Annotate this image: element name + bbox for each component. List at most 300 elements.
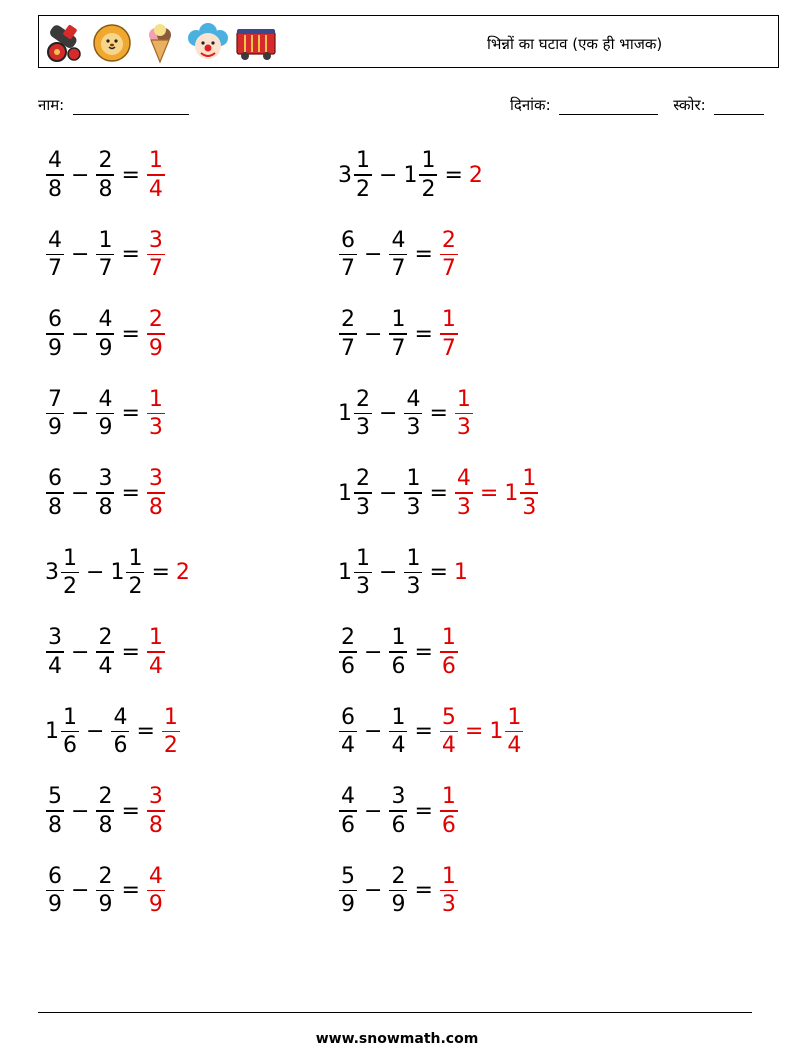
denominator: 9 bbox=[48, 335, 62, 361]
fraction bbox=[46, 624, 64, 680]
answer bbox=[146, 783, 166, 839]
answer-equals-sign: = bbox=[479, 480, 499, 506]
equals-sign: = bbox=[414, 321, 433, 347]
denominator: 3 bbox=[406, 574, 421, 600]
fraction bbox=[61, 704, 79, 760]
fraction bbox=[389, 624, 407, 680]
denominator: 6 bbox=[341, 653, 355, 679]
term bbox=[454, 386, 474, 442]
equals-sign: = bbox=[121, 480, 140, 506]
fraction bbox=[404, 545, 422, 601]
minus-sign: − bbox=[71, 878, 90, 903]
numerator: 1 bbox=[406, 545, 421, 571]
denominator: 6 bbox=[391, 812, 406, 838]
denominator: 3 bbox=[356, 415, 370, 441]
denominator: 3 bbox=[406, 494, 421, 520]
answer bbox=[439, 624, 459, 680]
denominator: 7 bbox=[98, 256, 113, 282]
fraction bbox=[147, 624, 165, 680]
term bbox=[504, 465, 539, 521]
term bbox=[439, 624, 459, 680]
answer bbox=[146, 863, 166, 919]
numerator: 5 bbox=[341, 863, 355, 889]
fraction bbox=[440, 704, 458, 760]
term bbox=[439, 783, 459, 839]
numerator: 1 bbox=[406, 466, 421, 492]
numerator: 2 bbox=[148, 307, 163, 333]
fraction bbox=[147, 386, 165, 442]
fraction bbox=[354, 147, 372, 203]
equals-sign: = bbox=[414, 719, 433, 744]
denominator: 6 bbox=[63, 733, 77, 759]
term bbox=[489, 704, 524, 760]
equals-sign: = bbox=[414, 242, 433, 267]
worksheet-title: भिन्नों का घटाव (एक ही भाजक) bbox=[487, 35, 663, 53]
denominator: 2 bbox=[356, 176, 370, 202]
numerator: 4 bbox=[113, 704, 128, 730]
equals-sign: = bbox=[429, 480, 448, 506]
term bbox=[146, 783, 166, 839]
answer bbox=[439, 306, 459, 362]
term bbox=[95, 386, 115, 442]
answer bbox=[146, 624, 166, 680]
numerator: 1 bbox=[391, 625, 406, 651]
fraction bbox=[96, 306, 114, 362]
numerator: 4 bbox=[98, 307, 113, 333]
name-label: नाम: bbox=[38, 96, 65, 114]
fraction bbox=[419, 147, 437, 203]
fraction bbox=[389, 306, 407, 362]
problem-16 bbox=[338, 697, 524, 767]
denominator: 8 bbox=[98, 494, 113, 520]
denominator: 8 bbox=[98, 176, 113, 202]
fraction bbox=[111, 704, 129, 760]
answer bbox=[146, 386, 166, 442]
fraction bbox=[46, 227, 64, 283]
minus-sign: − bbox=[379, 162, 398, 188]
numerator: 3 bbox=[148, 227, 163, 253]
denominator: 7 bbox=[148, 256, 163, 282]
numerator: 4 bbox=[456, 466, 471, 492]
numerator: 2 bbox=[341, 625, 355, 651]
term bbox=[403, 465, 423, 521]
term bbox=[95, 465, 115, 521]
numerator: 4 bbox=[406, 386, 421, 412]
denominator: 3 bbox=[456, 494, 471, 520]
term bbox=[161, 704, 181, 760]
numerator: 1 bbox=[522, 466, 537, 492]
term bbox=[146, 306, 166, 362]
denominator: 9 bbox=[148, 892, 163, 918]
term bbox=[388, 863, 408, 919]
answer bbox=[439, 704, 459, 760]
minus-sign: − bbox=[379, 401, 398, 426]
fraction bbox=[440, 863, 458, 919]
numerator: 4 bbox=[98, 386, 113, 412]
term bbox=[45, 704, 80, 760]
minus-sign: − bbox=[364, 878, 383, 903]
term bbox=[338, 465, 373, 521]
fraction bbox=[339, 783, 357, 839]
term bbox=[469, 162, 484, 189]
fraction bbox=[96, 386, 114, 442]
numerator: 4 bbox=[48, 148, 62, 174]
fraction bbox=[339, 863, 357, 919]
fraction bbox=[455, 386, 473, 442]
fraction bbox=[162, 704, 180, 760]
fraction bbox=[389, 227, 407, 283]
term bbox=[146, 227, 166, 283]
problem-6 bbox=[338, 299, 459, 369]
minus-sign: − bbox=[86, 560, 105, 585]
minus-sign: − bbox=[379, 560, 398, 585]
fraction bbox=[339, 704, 357, 760]
term bbox=[95, 306, 115, 362]
numerator: 5 bbox=[48, 784, 62, 810]
term bbox=[338, 863, 358, 919]
denominator: 2 bbox=[128, 574, 143, 600]
fraction bbox=[440, 783, 458, 839]
answer bbox=[176, 559, 191, 586]
denominator: 6 bbox=[441, 653, 456, 679]
minus-sign: − bbox=[71, 480, 90, 506]
numerator: 1 bbox=[421, 148, 436, 174]
numerator: 6 bbox=[341, 704, 355, 730]
term bbox=[403, 545, 423, 601]
minus-sign: − bbox=[71, 321, 90, 347]
term bbox=[338, 306, 358, 362]
term bbox=[110, 545, 145, 601]
denominator: 7 bbox=[341, 256, 355, 282]
term bbox=[146, 465, 166, 521]
term bbox=[95, 227, 115, 283]
denominator: 6 bbox=[391, 653, 406, 679]
problem-13 bbox=[45, 617, 166, 687]
answer bbox=[439, 227, 459, 283]
answer bbox=[454, 559, 469, 586]
answer bbox=[146, 227, 166, 283]
equals-sign: = bbox=[121, 639, 140, 665]
term bbox=[45, 545, 80, 601]
numerator: 7 bbox=[48, 386, 62, 412]
minus-sign: − bbox=[71, 242, 90, 267]
problem-1 bbox=[45, 140, 166, 210]
numerator: 1 bbox=[356, 148, 370, 174]
answer bbox=[146, 465, 166, 521]
minus-sign: − bbox=[364, 321, 383, 347]
denominator: 9 bbox=[48, 892, 62, 918]
minus-sign: − bbox=[364, 242, 383, 267]
denominator: 4 bbox=[48, 653, 62, 679]
date-label: दिनांक: bbox=[510, 96, 551, 114]
denominator: 9 bbox=[391, 892, 406, 918]
fraction bbox=[440, 624, 458, 680]
minus-sign: − bbox=[86, 719, 105, 744]
denominator: 4 bbox=[341, 733, 355, 759]
fraction bbox=[339, 306, 357, 362]
denominator: 3 bbox=[148, 415, 163, 441]
whole-number: 2 bbox=[468, 162, 483, 188]
fraction bbox=[61, 545, 79, 601]
term bbox=[45, 386, 65, 442]
answer-equals-sign: = bbox=[464, 719, 484, 744]
denominator: 6 bbox=[113, 733, 128, 759]
fraction bbox=[505, 704, 523, 760]
fraction bbox=[354, 386, 372, 442]
numerator: 1 bbox=[98, 227, 113, 253]
denominator: 3 bbox=[356, 574, 370, 600]
fraction bbox=[389, 704, 407, 760]
answer bbox=[161, 704, 181, 760]
equals-sign: = bbox=[151, 560, 170, 585]
problem-2 bbox=[338, 140, 484, 210]
numerator: 6 bbox=[48, 863, 62, 889]
numerator: 1 bbox=[148, 625, 163, 651]
footer-divider bbox=[38, 1012, 752, 1013]
answer bbox=[469, 162, 484, 189]
term bbox=[146, 863, 166, 919]
fraction bbox=[46, 386, 64, 442]
denominator: 3 bbox=[356, 494, 370, 520]
numerator: 1 bbox=[63, 704, 77, 730]
numerator: 4 bbox=[148, 863, 163, 889]
fraction bbox=[147, 465, 165, 521]
numerator: 1 bbox=[356, 545, 370, 571]
term bbox=[388, 704, 408, 760]
fraction bbox=[440, 306, 458, 362]
denominator: 4 bbox=[148, 176, 163, 202]
term bbox=[45, 863, 65, 919]
equals-sign: = bbox=[121, 401, 140, 426]
problem-12 bbox=[338, 538, 469, 608]
term bbox=[45, 227, 65, 283]
whole-number: 3 bbox=[45, 560, 59, 585]
term bbox=[338, 147, 373, 203]
problem-17 bbox=[45, 776, 166, 846]
term bbox=[146, 386, 166, 442]
fraction bbox=[354, 545, 372, 601]
term bbox=[95, 863, 115, 919]
term bbox=[45, 783, 65, 839]
denominator: 7 bbox=[341, 335, 355, 361]
numerator: 2 bbox=[441, 227, 456, 253]
numerator: 6 bbox=[48, 307, 62, 333]
whole-number: 1 bbox=[489, 719, 504, 744]
fraction bbox=[46, 147, 64, 203]
numerator: 1 bbox=[456, 386, 471, 412]
numerator: 1 bbox=[507, 704, 522, 730]
numerator: 4 bbox=[341, 784, 355, 810]
term bbox=[45, 147, 65, 203]
term bbox=[338, 624, 358, 680]
answer bbox=[439, 863, 459, 919]
whole-number: 3 bbox=[338, 162, 352, 188]
fraction bbox=[46, 783, 64, 839]
problem-15 bbox=[45, 697, 181, 767]
fraction bbox=[96, 147, 114, 203]
denominator: 4 bbox=[441, 733, 456, 759]
equals-sign: = bbox=[121, 242, 140, 267]
term bbox=[338, 227, 358, 283]
fraction bbox=[147, 783, 165, 839]
numerator: 2 bbox=[98, 863, 113, 889]
term bbox=[45, 624, 65, 680]
denominator: 7 bbox=[441, 335, 456, 361]
footer-url: www.snowmath.com bbox=[315, 1031, 479, 1047]
whole-number: 1 bbox=[45, 719, 59, 744]
term bbox=[95, 783, 115, 839]
problem-7 bbox=[45, 379, 166, 449]
whole-number: 1 bbox=[453, 560, 468, 585]
denominator: 4 bbox=[391, 733, 406, 759]
denominator: 9 bbox=[148, 335, 163, 361]
problem-8 bbox=[338, 379, 474, 449]
equals-sign: = bbox=[414, 639, 433, 665]
numerator: 2 bbox=[98, 148, 113, 174]
fraction bbox=[147, 227, 165, 283]
denominator: 4 bbox=[507, 733, 522, 759]
term bbox=[388, 624, 408, 680]
term bbox=[95, 624, 115, 680]
term bbox=[454, 559, 469, 586]
numerator: 1 bbox=[441, 784, 456, 810]
denominator: 3 bbox=[406, 415, 421, 441]
whole-number: 1 bbox=[338, 480, 352, 506]
fraction bbox=[96, 783, 114, 839]
numerator: 1 bbox=[441, 307, 456, 333]
problem-5 bbox=[45, 299, 166, 369]
equals-sign: = bbox=[429, 560, 448, 585]
minus-sign: − bbox=[71, 162, 90, 188]
fraction bbox=[96, 465, 114, 521]
term bbox=[146, 147, 166, 203]
term bbox=[338, 783, 358, 839]
numerator: 2 bbox=[356, 466, 370, 492]
minus-sign: − bbox=[71, 401, 90, 426]
problem-14 bbox=[338, 617, 459, 687]
answer bbox=[454, 386, 474, 442]
minus-sign: − bbox=[364, 798, 383, 824]
denominator: 3 bbox=[456, 415, 471, 441]
fraction bbox=[46, 465, 64, 521]
answer bbox=[504, 465, 539, 521]
denominator: 8 bbox=[48, 494, 62, 520]
problem-18 bbox=[338, 776, 459, 846]
denominator: 8 bbox=[148, 812, 163, 838]
minus-sign: − bbox=[379, 480, 398, 506]
whole-number: 1 bbox=[110, 560, 125, 585]
numerator: 1 bbox=[63, 545, 77, 571]
whole-number: 1 bbox=[338, 560, 352, 585]
numerator: 4 bbox=[391, 227, 406, 253]
numerator: 6 bbox=[341, 227, 355, 253]
whole-number: 1 bbox=[403, 162, 418, 188]
denominator: 3 bbox=[522, 494, 537, 520]
term bbox=[110, 704, 130, 760]
denominator: 9 bbox=[341, 892, 355, 918]
term bbox=[388, 227, 408, 283]
denominator: 8 bbox=[98, 812, 113, 838]
denominator: 6 bbox=[441, 812, 456, 838]
problem-11 bbox=[45, 538, 191, 608]
numerator: 5 bbox=[441, 704, 456, 730]
fraction bbox=[455, 465, 473, 521]
term bbox=[388, 306, 408, 362]
denominator: 8 bbox=[48, 812, 62, 838]
answer bbox=[146, 306, 166, 362]
numerator: 3 bbox=[148, 466, 163, 492]
term bbox=[338, 545, 373, 601]
denominator: 2 bbox=[421, 176, 436, 202]
term bbox=[45, 306, 65, 362]
numerator: 1 bbox=[148, 386, 163, 412]
fraction bbox=[440, 227, 458, 283]
term bbox=[45, 465, 65, 521]
equals-sign: = bbox=[121, 162, 140, 188]
answer bbox=[489, 704, 524, 760]
equals-sign: = bbox=[444, 162, 463, 188]
equals-sign: = bbox=[414, 798, 433, 824]
fraction bbox=[147, 863, 165, 919]
numerator: 2 bbox=[98, 784, 113, 810]
denominator: 2 bbox=[63, 574, 77, 600]
term bbox=[95, 147, 115, 203]
term bbox=[146, 624, 166, 680]
numerator: 3 bbox=[391, 784, 406, 810]
denominator: 7 bbox=[391, 335, 406, 361]
denominator: 8 bbox=[48, 176, 62, 202]
fraction bbox=[147, 147, 165, 203]
denominator: 3 bbox=[441, 892, 456, 918]
minus-sign: − bbox=[71, 639, 90, 665]
numerator: 1 bbox=[441, 863, 456, 889]
term bbox=[439, 227, 459, 283]
numerator: 2 bbox=[391, 863, 406, 889]
problem-19 bbox=[45, 856, 166, 926]
fraction bbox=[96, 863, 114, 919]
term bbox=[403, 147, 438, 203]
numerator: 3 bbox=[148, 784, 163, 810]
denominator: 9 bbox=[98, 335, 113, 361]
term bbox=[176, 559, 191, 586]
problem-4 bbox=[338, 220, 459, 290]
fraction bbox=[389, 863, 407, 919]
numerator: 6 bbox=[48, 466, 62, 492]
numerator: 1 bbox=[148, 148, 163, 174]
denominator: 2 bbox=[163, 733, 178, 759]
numerator: 4 bbox=[48, 227, 62, 253]
score-label: स्कोर: bbox=[673, 96, 706, 114]
term bbox=[439, 306, 459, 362]
equals-sign: = bbox=[121, 321, 140, 347]
fraction bbox=[96, 227, 114, 283]
equals-sign: = bbox=[429, 401, 448, 426]
fraction bbox=[389, 783, 407, 839]
equals-sign: = bbox=[121, 798, 140, 824]
minus-sign: − bbox=[364, 639, 383, 665]
term bbox=[439, 704, 459, 760]
equals-sign: = bbox=[136, 719, 155, 744]
fraction bbox=[46, 863, 64, 919]
numerator: 2 bbox=[356, 386, 370, 412]
minus-sign: − bbox=[364, 719, 383, 744]
denominator: 7 bbox=[441, 256, 456, 282]
term bbox=[338, 704, 358, 760]
answer bbox=[146, 147, 166, 203]
numerator: 1 bbox=[163, 704, 178, 730]
denominator: 6 bbox=[341, 812, 355, 838]
denominator: 7 bbox=[391, 256, 406, 282]
